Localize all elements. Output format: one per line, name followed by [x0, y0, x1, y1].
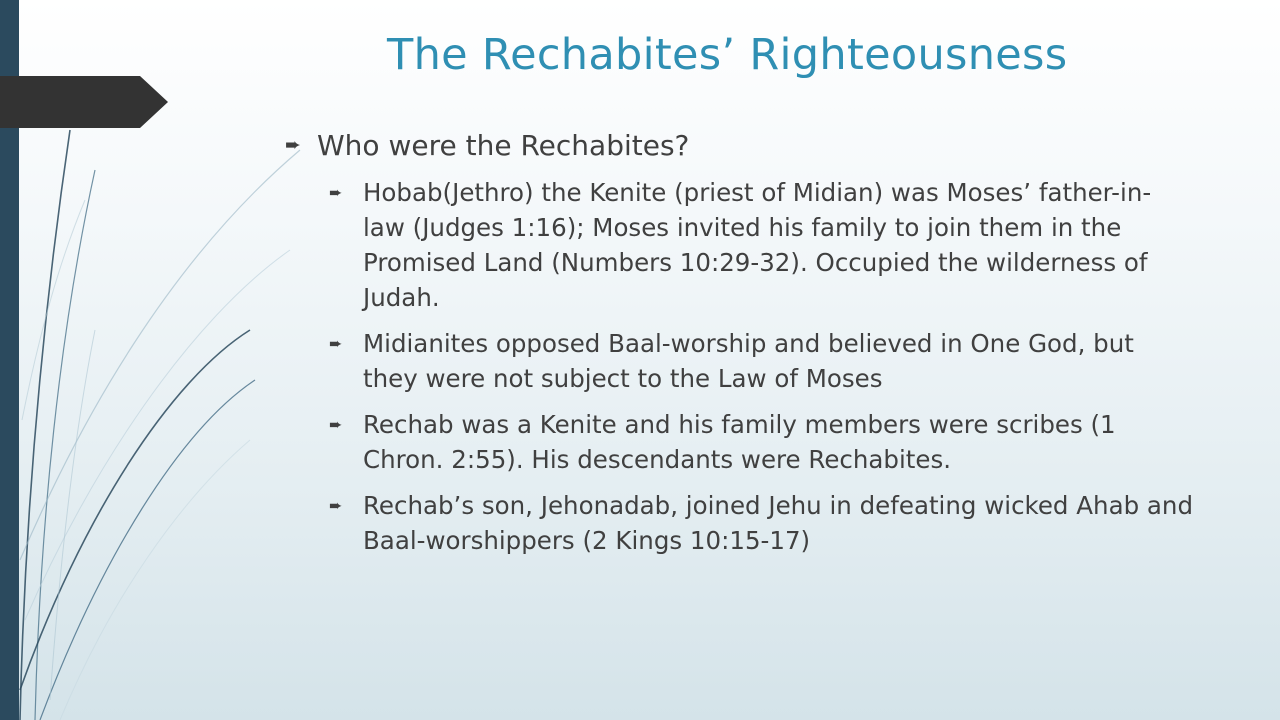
- arrow-bullet-icon: ➨: [285, 134, 301, 156]
- sub-point: [329, 175, 1225, 315]
- sub-point: [329, 488, 1225, 558]
- slide-title: The Rechabites’ Righteousness: [387, 30, 1068, 80]
- sub-point-text: Rechab’s son, Jehonadab, joined Jehu in defeating wicked Ahab and Baal-worshippers (2 Kings 10:15-17): [363, 491, 1194, 555]
- main-point: [285, 126, 1225, 166]
- sub-point: [329, 407, 1225, 477]
- sub-point-list: [329, 175, 1225, 558]
- arrow-bullet-icon: ➨: [329, 496, 343, 515]
- slide-tab-marker: [0, 76, 170, 128]
- arrow-bullet-icon: ➨: [329, 183, 343, 202]
- main-point-text: Who were the Rechabites?: [317, 129, 690, 162]
- sub-point-text: Rechab was a Kenite and his family members were scribes (1 Chron. 2:55). His descendants were Rechabites.: [363, 410, 1116, 474]
- arrow-bullet-icon: ➨: [329, 334, 343, 353]
- sub-point-text: Hobab(Jethro) the Kenite (priest of Midian) was Moses’ father-in-law (Judges 1:16); Moses invited his family to join them in the Promised Land (Numbers 10:29-32). Occupied the wilderness of Judah.: [363, 178, 1152, 312]
- sub-point-text: Midianites opposed Baal-worship and believed in One God, but they were not subject to the Law of Moses: [363, 329, 1134, 393]
- slide-content: [285, 126, 1225, 569]
- sub-point: [329, 326, 1225, 396]
- arrow-bullet-icon: ➨: [329, 415, 343, 434]
